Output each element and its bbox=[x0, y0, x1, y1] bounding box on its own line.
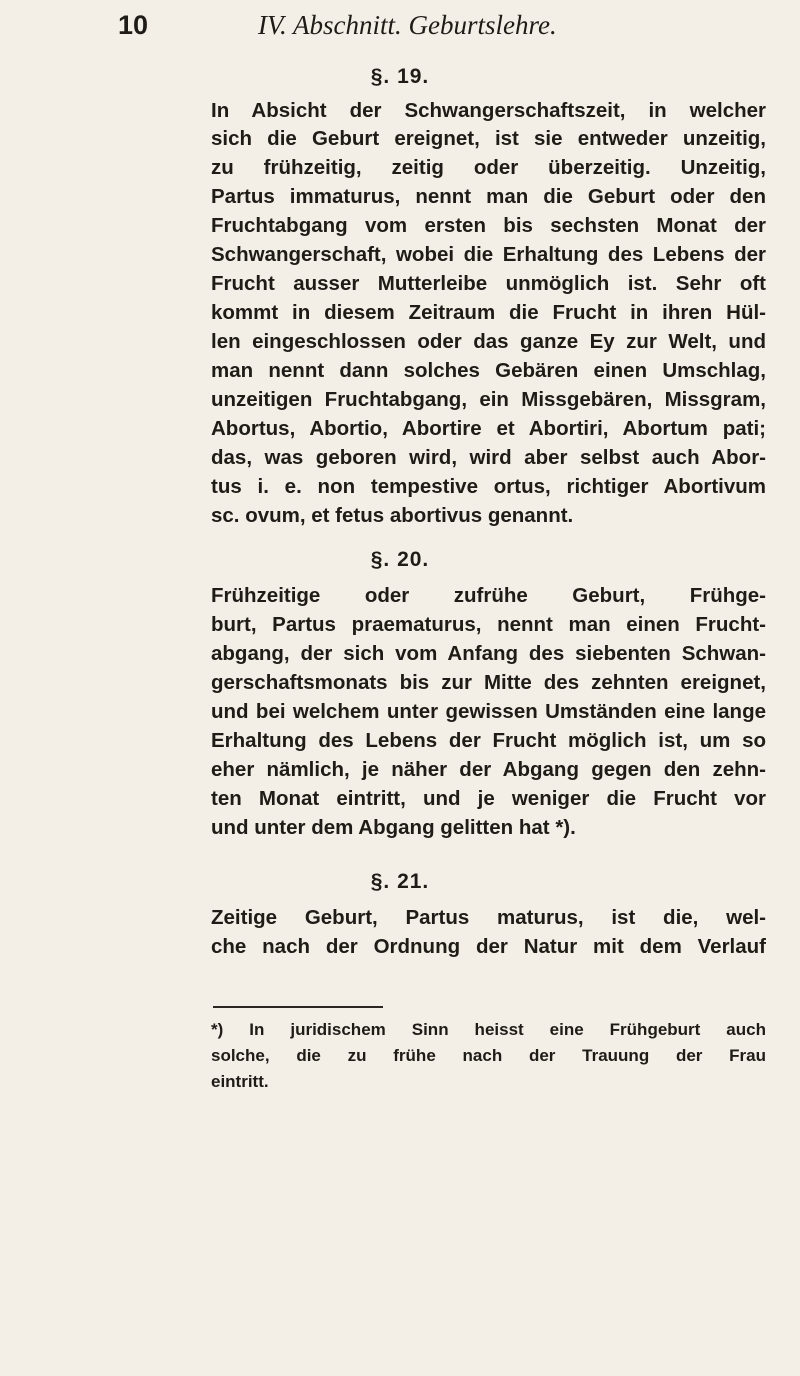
text-line: burt, Partus praematurus, nennt man einen Frucht- bbox=[211, 613, 766, 636]
text-line: ten Monat eintritt, und je weniger die Frucht vor bbox=[211, 787, 766, 810]
text-line: Schwangerschaft, wobei die Erhaltung des Lebens der bbox=[211, 243, 766, 266]
section-heading-20: §. 20. bbox=[370, 548, 430, 571]
text-line: Abortus, Abortio, Abortire et Abortiri, Abortum pati; bbox=[211, 417, 766, 440]
text-line: In Absicht der Schwangerschaftszeit, in welcher bbox=[211, 99, 766, 122]
text-line: Fruchtabgang vom ersten bis sechsten Monat der bbox=[211, 214, 766, 237]
footnote-line: *) In juridischem Sinn heisst eine Frühgeburt auch bbox=[211, 1020, 766, 1039]
text-line: Erhaltung des Lebens der Frucht möglich ist, um so bbox=[211, 729, 766, 752]
text-line: che nach der Ordnung der Natur mit dem Verlauf bbox=[211, 935, 766, 958]
text-line: Frühzeitige oder zufrühe Geburt, Frühge- bbox=[211, 584, 766, 607]
text-line: tus i. e. non tempestive ortus, richtiger Abortivum bbox=[211, 475, 766, 498]
running-title: IV. Abschnitt. Geburtslehre. bbox=[258, 10, 557, 40]
text-line: das, was geboren wird, wird aber selbst auch Abor- bbox=[211, 446, 766, 469]
page-number: 10 bbox=[118, 10, 149, 40]
text-line: sc. ovum, et fetus abortivus genannt. bbox=[211, 504, 574, 527]
text-line: kommt in diesem Zeitraum die Frucht in ihren Hül- bbox=[211, 301, 766, 324]
text-line: man nennt dann solches Gebären einen Umschlag, bbox=[211, 359, 766, 382]
section-heading-19: §. 19. bbox=[370, 65, 430, 88]
text-line: abgang, der sich vom Anfang des siebenten Schwan- bbox=[211, 642, 766, 665]
text-line: Partus immaturus, nennt man die Geburt oder den bbox=[211, 185, 766, 208]
footnote-line: solche, die zu frühe nach der Trauung der Frau bbox=[211, 1046, 766, 1065]
text-line: und bei welchem unter gewissen Umständen eine lange bbox=[211, 700, 766, 723]
footnote-divider bbox=[213, 1006, 383, 1008]
text-line: eher nämlich, je näher der Abgang gegen den zehn- bbox=[211, 758, 766, 781]
text-line: Zeitige Geburt, Partus maturus, ist die, wel- bbox=[211, 906, 766, 929]
section-heading-21: §. 21. bbox=[370, 870, 430, 893]
text-line: gerschaftsmonats bis zur Mitte des zehnten ereignet, bbox=[211, 671, 766, 694]
text-line: unzeitigen Fruchtabgang, ein Missgebären, Missgram, bbox=[211, 388, 766, 411]
text-line: len eingeschlossen oder das ganze Ey zur Welt, und bbox=[211, 330, 766, 353]
text-line: und unter dem Abgang gelitten hat *). bbox=[211, 816, 576, 839]
text-line: sich die Geburt ereignet, ist sie entweder unzeitig, bbox=[211, 127, 766, 150]
text-line: zu frühzeitig, zeitig oder überzeitig. Unzeitig, bbox=[211, 156, 766, 179]
text-line: Frucht ausser Mutterleibe unmöglich ist. Sehr oft bbox=[211, 272, 766, 295]
footnote-line: eintritt. bbox=[211, 1072, 269, 1091]
